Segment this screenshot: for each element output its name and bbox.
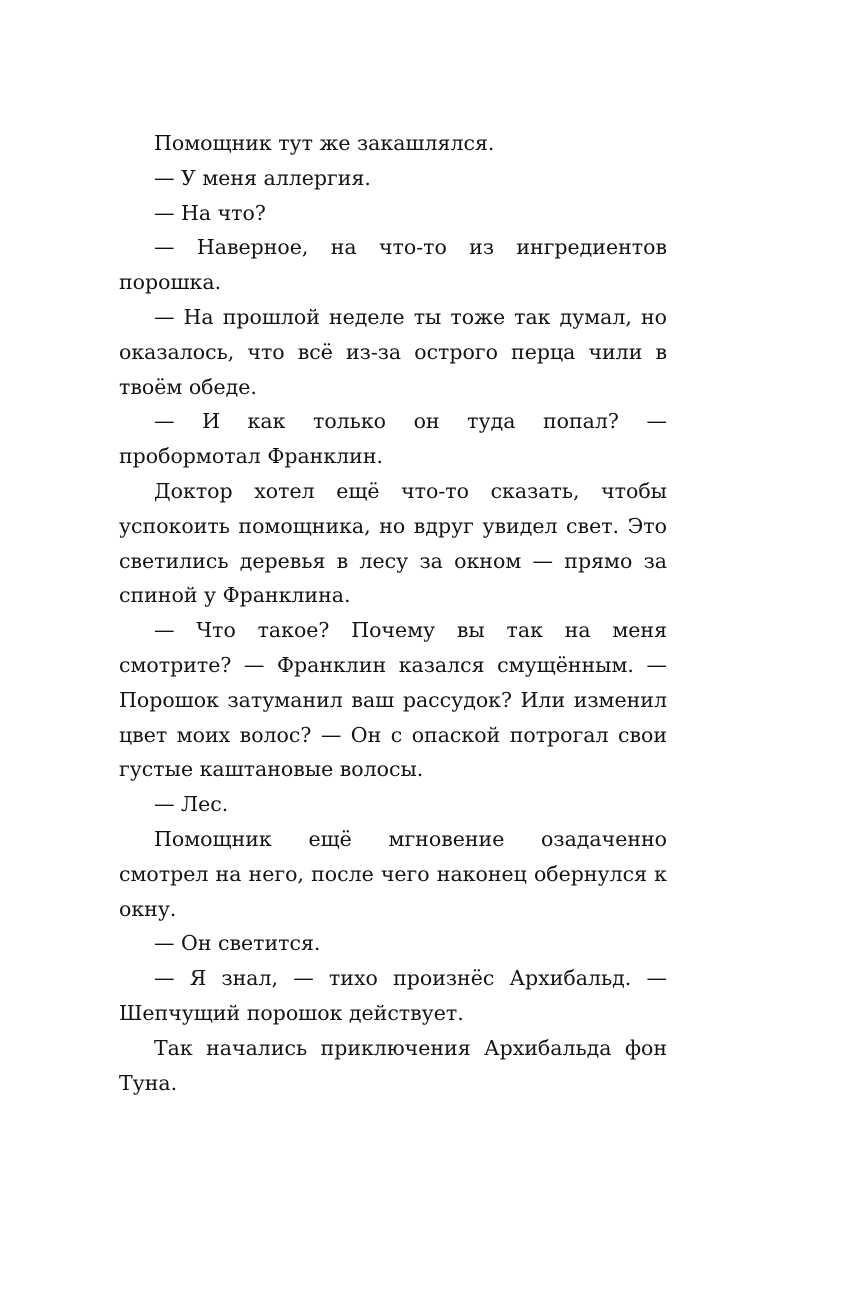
- paragraph-8: — Что такое? Почему вы так на меня смотрите? — Франклин казался смущённым. — Порошок затуманил ваш рассудок? Или изменил цвет моих волос? — Он с опаской потрогал свои густые каштановые волосы.: [119, 618, 667, 782]
- paragraph-7: Доктор хотел ещё что-то сказать, чтобы успокоить помощника, но вдруг увидел свет. Это светились деревья в лесу за окном — прямо за спиной у Франклина.: [119, 478, 667, 608]
- paragraph-3: — На что?: [154, 200, 266, 225]
- paragraph-5: — На прошлой неделе ты тоже так думал, но оказалось, что всё из-за острого перца чили в твоём обеде.: [119, 304, 667, 399]
- paragraph-9: — Лес.: [154, 792, 229, 817]
- paragraph-13: Так начались приключения Архибальда фон Туна.: [119, 1035, 667, 1095]
- paragraph-2: — У меня аллергия.: [154, 165, 371, 190]
- paragraph-6: — И как только он туда попал? — пробормотал Франклин.: [119, 409, 667, 469]
- paragraph-10: Помощник ещё мгновение озадаченно смотрел на него, после чего наконец обернулся к окну.: [119, 826, 667, 921]
- paragraph-4: — Наверное, на что-то из ингредиентов порошка.: [119, 235, 667, 295]
- paragraph-1: Помощник тут же закашлялся.: [154, 131, 495, 155]
- paragraph-11: — Он светится.: [154, 931, 321, 956]
- paragraph-12: — Я знал, — тихо произнёс Архибальд. — Шепчущий порошок действует.: [119, 966, 667, 1025]
- body-text: [119, 126, 667, 1100]
